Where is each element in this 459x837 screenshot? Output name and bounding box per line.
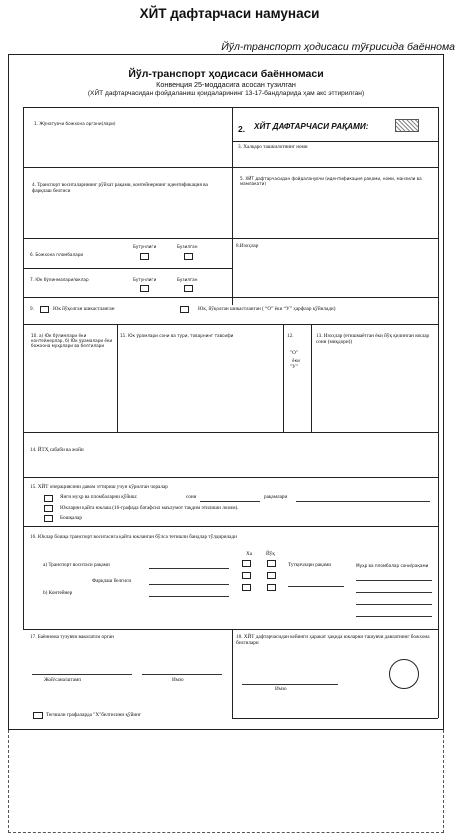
field-16-seal-line-1 (356, 580, 432, 581)
field-12-u: "У" (290, 364, 298, 370)
field-12-or: ёки (292, 358, 300, 363)
field-2-label: ХЙТ ДАФТАРЧАСИ РАҚАМИ: (254, 122, 369, 131)
form-subtitle-1: Конвенция 25-моддасига асосан тузилган (156, 80, 296, 89)
field-16-seal-line-4 (356, 616, 432, 617)
field-15-checkbox-b[interactable] (44, 505, 53, 512)
field-6-option-1: Бутунлиги (133, 244, 157, 249)
field-16-seal-count-label: Муҳр ва пломбалар сони/рақами (356, 563, 429, 568)
footer-note: Тегишли графаларда "Х"белгисини қўйинг (46, 712, 142, 718)
grid-line (23, 268, 232, 269)
field-15-option-b: Юкларни қайта юклаш (16-графада батафсил маълумот тақдим этилиши лозим). (60, 505, 239, 511)
stamp-circle (389, 659, 419, 689)
grid-line (23, 238, 438, 239)
field-1-label: 1. Жўнатувчи божхона органи(лари) (34, 121, 116, 126)
field-7-label: 7. Юк бўлинмалари/юклар (30, 277, 89, 282)
grid-line (23, 477, 438, 478)
field-15-count-line (200, 501, 260, 502)
field-16-container-line (149, 596, 229, 597)
field-16-no-1[interactable] (267, 560, 276, 567)
field-8-label: 8.Изоҳлар (236, 243, 259, 249)
field-6-checkbox-2[interactable] (184, 253, 193, 260)
field-6-option-2: Бузилган (177, 244, 198, 249)
field-17-sign: Имзо (172, 677, 184, 683)
field-16-seal-line-2 (356, 592, 432, 593)
field-15-count-label: сони (186, 494, 197, 500)
field-9-option-1: Юк йўқолган шикастланган (53, 306, 115, 312)
field-13-label: 13. Изоҳлар (етишмаётган ёки йўқ қилинган юклар сони (миқдори)) (316, 333, 430, 346)
form-title: Йўл-транспорт ҳодисаси баённомаси (128, 68, 324, 80)
grid-line (23, 324, 438, 325)
field-14-label: 14. ЙТҲ сабаби ва жойи (30, 447, 84, 453)
field-16-label: 16. Юклар бошқа транспорт воситасига қайта юкланган бўлса тегишли бандлар тўлдирилади (30, 534, 237, 540)
footer-checkbox[interactable] (33, 712, 43, 719)
grid-line (283, 324, 284, 432)
field-16-mark-line (149, 584, 229, 585)
field-7-option-1: Бутунлиги (133, 277, 157, 282)
field-7-checkbox-1[interactable] (140, 285, 149, 292)
field-9-option-2: Юк, йўқолган шикастланган ( “О” ёки “У” ҳарфлар қўйилади) (198, 306, 336, 312)
field-3-label: 3. Халқаро ташкилотнинг номи (238, 144, 308, 150)
grid-line (23, 107, 439, 108)
field-16-yes-3[interactable] (242, 584, 251, 591)
page-heading: ХЙТ дафтарчаси намунаси (139, 6, 320, 21)
field-15-option-a: Янги муҳр ва пломбаларни қўйиш: (60, 494, 138, 500)
field-16-vehicle-line (149, 568, 229, 569)
field-16-yes-2[interactable] (242, 572, 251, 579)
field-10-label: 10. а) Юк бўлимлари ёки контейнерлар, б) Юк ўрамалари ёки божхона муҳрлари ва белгилари (31, 333, 113, 348)
grid-line (117, 324, 118, 432)
grid-line (438, 107, 439, 718)
field-15-option-c: Бошқалар (60, 515, 82, 521)
field-18-sign: Имзо (275, 686, 287, 692)
field-18-label: 18. ХЙТ дафтарчасидан кейинги ҳаракат ҳақида юкларни ташувчи давлатнинг божхона белгилари (236, 634, 430, 647)
field-11-label: 11. Юк ўрамлари сони ва тури, товарнинг тавсифи (120, 333, 234, 338)
field-15-checkbox-a[interactable] (44, 495, 53, 502)
field-16-container-label: b) Контейнер (43, 590, 73, 596)
field-16-no: Йўқ (266, 551, 275, 557)
form-subtitle-2: (ХЙТ дафтарчасидан фойдаланиш қоидаларининг 13-17-бандларида ҳам акс эттирилган) (87, 90, 365, 97)
field-12-o: "О" (290, 350, 298, 356)
field-16-yes-1[interactable] (242, 560, 251, 567)
field-9-number: 9. (30, 306, 34, 312)
field-16-seals-label: Тутқичлари рақами (288, 562, 332, 568)
grid-line (23, 297, 438, 298)
field-17-sign-line (142, 674, 222, 675)
field-17-place-line (32, 674, 132, 675)
field-12-number: 12. (287, 333, 294, 339)
dashed-cutoff (8, 730, 444, 833)
field-15-numbers-label: рақамлари (264, 494, 288, 500)
grid-line (232, 141, 438, 142)
field-17-place: Жой/сана/штамп (44, 677, 82, 683)
grid-line (23, 167, 438, 168)
field-16-no-3[interactable] (267, 584, 276, 591)
field-16-mark-label: Фарқлаш белгиси (92, 578, 132, 584)
field-16-no-2[interactable] (267, 572, 276, 579)
field-16-seal-line-3 (356, 604, 432, 605)
field-16-seals-line-1 (288, 586, 344, 587)
page-subheading: Йўл-транспорт ҳодисаси тўғрисида баённома (221, 41, 455, 53)
field-9-checkbox-1[interactable] (40, 306, 49, 313)
hatched-box (395, 119, 419, 132)
field-4-label: 4. Транспорт воситаларининг рўйхат рақами, контейнернинг идентификация ва фарқлаш белгиси (32, 182, 208, 195)
field-5-label: 5. ХЙТ дафтарчасидан фойдаланувчи (идентификация рақами, номи, манзили ва мамлакати) (240, 176, 422, 186)
field-9-checkbox-2[interactable] (180, 306, 189, 313)
field-16-vehicle-label: а) Транспорт воситаси рақами (43, 562, 110, 568)
field-18-sign-line (242, 684, 338, 685)
field-15-numbers-line (296, 501, 430, 502)
field-6-label: 6. Божхона пломбалари (30, 252, 84, 257)
field-7-checkbox-2[interactable] (184, 285, 193, 292)
grid-line (311, 324, 312, 432)
grid-line (23, 432, 438, 433)
field-16-yes: Ха (246, 551, 253, 557)
grid-line (232, 718, 438, 719)
grid-line (23, 107, 24, 629)
field-15-checkbox-c[interactable] (44, 515, 53, 522)
grid-line (232, 107, 233, 305)
field-7-option-2: Бузилган (177, 277, 198, 282)
field-2-number: 2. (238, 124, 246, 134)
field-6-checkbox-1[interactable] (140, 253, 149, 260)
grid-line (232, 629, 233, 718)
field-15-label: 15. ХЙТ операциясини давом эттириш учун кўрилган чоралар (30, 484, 168, 490)
field-17-label: 17. Баённома тузувчи ваколатли орган (30, 634, 114, 640)
grid-line (23, 629, 438, 630)
grid-line (23, 526, 438, 527)
